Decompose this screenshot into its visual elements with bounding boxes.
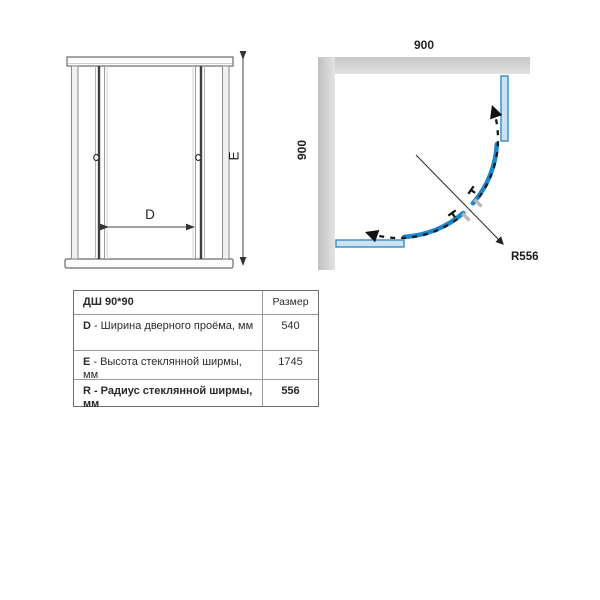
left-wall-profile (72, 66, 79, 259)
param-description: - Ширина дверного проёма, мм (93, 320, 254, 332)
top-wall (318, 57, 530, 74)
right-door-handle-icon (196, 155, 201, 161)
param-description: - Высота стеклянной ширмы, мм (83, 356, 242, 381)
radius-dimension-label: R556 (511, 251, 539, 263)
size-column-header: Размер (272, 296, 309, 308)
param-letter: R (83, 385, 91, 397)
table-row (74, 379, 318, 410)
phantom-door-handle-mark-lower (448, 210, 455, 217)
param-screen-height (74, 351, 263, 379)
side-wall-dimension-label: 900 (295, 139, 309, 161)
screen-height-dimension-label: E (226, 151, 242, 161)
param-screen-radius (74, 380, 263, 410)
left-wall (318, 57, 335, 270)
phantom-door-handle-mark-upper (468, 186, 475, 193)
left-door-handle-icon (94, 155, 99, 161)
param-letter: E (83, 356, 91, 368)
curved-glass-door-upper (473, 144, 497, 203)
top-rail (67, 57, 233, 66)
param-letter: D (83, 320, 91, 332)
specification-table (73, 290, 319, 410)
door-handle-block-inner (461, 212, 470, 221)
table-row (74, 350, 318, 379)
param-screen-height-value: 1745 (278, 356, 303, 368)
table-header-row (74, 291, 318, 314)
bottom-sill (65, 259, 233, 268)
front-elevation-view (65, 57, 243, 268)
model-title: ДШ 90*90 (74, 291, 263, 314)
param-description: - Радиус стеклянной ширмы, мм (83, 385, 253, 410)
param-door-width (74, 315, 263, 350)
door-width-dimension-label: D (145, 207, 155, 222)
right-fixed-glass-panel (501, 76, 508, 141)
table-row (74, 314, 318, 350)
top-plan-view (295, 38, 539, 270)
right-wall-profile (223, 66, 230, 259)
bottom-fixed-glass-panel (336, 240, 404, 247)
top-wall-dimension-label: 900 (413, 38, 435, 52)
param-door-width-value: 540 (281, 320, 300, 332)
param-screen-radius-value: 556 (281, 385, 300, 397)
